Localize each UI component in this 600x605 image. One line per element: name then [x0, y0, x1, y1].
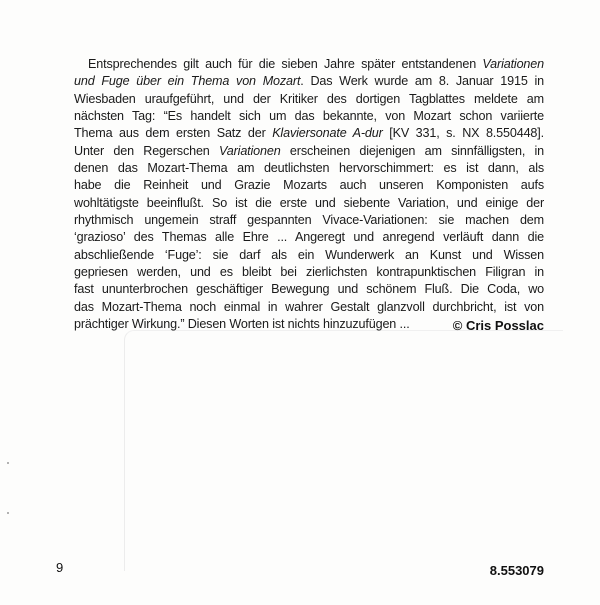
essay-line-2 [74, 73, 544, 90]
essay-line-11-text: ‘grazioso’ des Themas alle Ehre ... Angeregt und anregend verläuft dann die [74, 230, 544, 245]
essay-line-5-tail: [KV 331, s. NX 8.550448]. [382, 126, 544, 141]
essay-line-14 [74, 281, 544, 298]
essay-line-5 [74, 125, 544, 142]
essay-line-3-text: Wiesbaden uraufgeführt, und der Kritiker des dortigen Tagblattes meldete am [74, 91, 544, 106]
essay-line-9-text: wohltätigste beeinflußt. So ist die erste und siebente Variation, und einige der [74, 195, 544, 210]
essay-line-5-text: Thema aus dem ersten Satz der [74, 126, 273, 141]
essay-line-7 [74, 160, 544, 177]
essay-line-10-text: rhythmisch ungemein straff gespannten Vivace-Variationen: sie machen dem [74, 213, 544, 228]
show-through-frame [124, 330, 563, 571]
scan-speck [7, 512, 9, 514]
essay-line-10 [74, 212, 544, 229]
essay-line-15-text: das Mozart-Thema noch einmal in wahrer Gestalt glanzvoll durchbricht, ist von [74, 299, 544, 314]
author-credit: © Cris Posslac [452, 318, 544, 333]
essay-line-2-title: und Fuge über ein Thema von Mozart [74, 74, 301, 89]
essay-line-4-text: nächsten Tag: “Es handelt sich um das bekannte, von Mozart schon variierte [74, 109, 544, 124]
essay-line-1-title: Variationen [482, 57, 544, 71]
catalogue-number: 8.553079 [489, 563, 544, 578]
essay-line-8-text: habe die Reinheit und Grazie Mozarts auch unseren Komponisten aufs [74, 178, 544, 193]
page-number: 9 [56, 560, 64, 575]
essay-line-13 [74, 264, 544, 281]
essay-line-3 [74, 91, 544, 108]
essay-line-1 [74, 56, 544, 73]
essay-line-6-title: Variationen [219, 143, 281, 158]
essay-line-16-text: prächtiger Wirkung.” Diesen Worten ist nichts hinzuzufügen ... [74, 317, 410, 332]
essay-line-6 [74, 143, 544, 160]
essay-paragraph [74, 56, 544, 334]
essay-line-11 [74, 229, 544, 246]
essay-line-14-text: fast ununterbrochen geschäftiger Bewegung und schönem Fluß. Die Coda, wo [74, 282, 544, 297]
essay-line-6-tail: erscheinen diejenigen am sinnfälligsten, in [280, 143, 545, 158]
scan-speck [7, 462, 9, 464]
essay-line-2-text: . Das Werk wurde am 8. Januar 1915 in [300, 74, 544, 89]
essay-line-9 [74, 195, 544, 212]
essay-line-13-text: gepriesen werden, und es bleibt bei zierlichsten kontrapunktischen Filigran in [74, 265, 544, 280]
essay-line-7-text: denen das Mozart-Thema am deutlichsten hervorschimmert: es ist dann, als [74, 161, 544, 176]
essay-line-15 [74, 299, 544, 316]
essay-line-8 [74, 177, 544, 194]
essay-line-12 [74, 247, 544, 264]
essay-line-5-title: Klaviersonate A-dur [272, 126, 383, 141]
essay-line-1-text: Entsprechendes gilt auch für die sieben Jahre später entstandenen [88, 57, 483, 71]
essay-line-12-text: abschließende ‘Fuge’: sie darf als ein Wunderwerk an Kunst und Wissen [74, 247, 544, 262]
essay-line-4 [74, 108, 544, 125]
essay-line-6-text: Unter den Regerschen [74, 143, 219, 158]
